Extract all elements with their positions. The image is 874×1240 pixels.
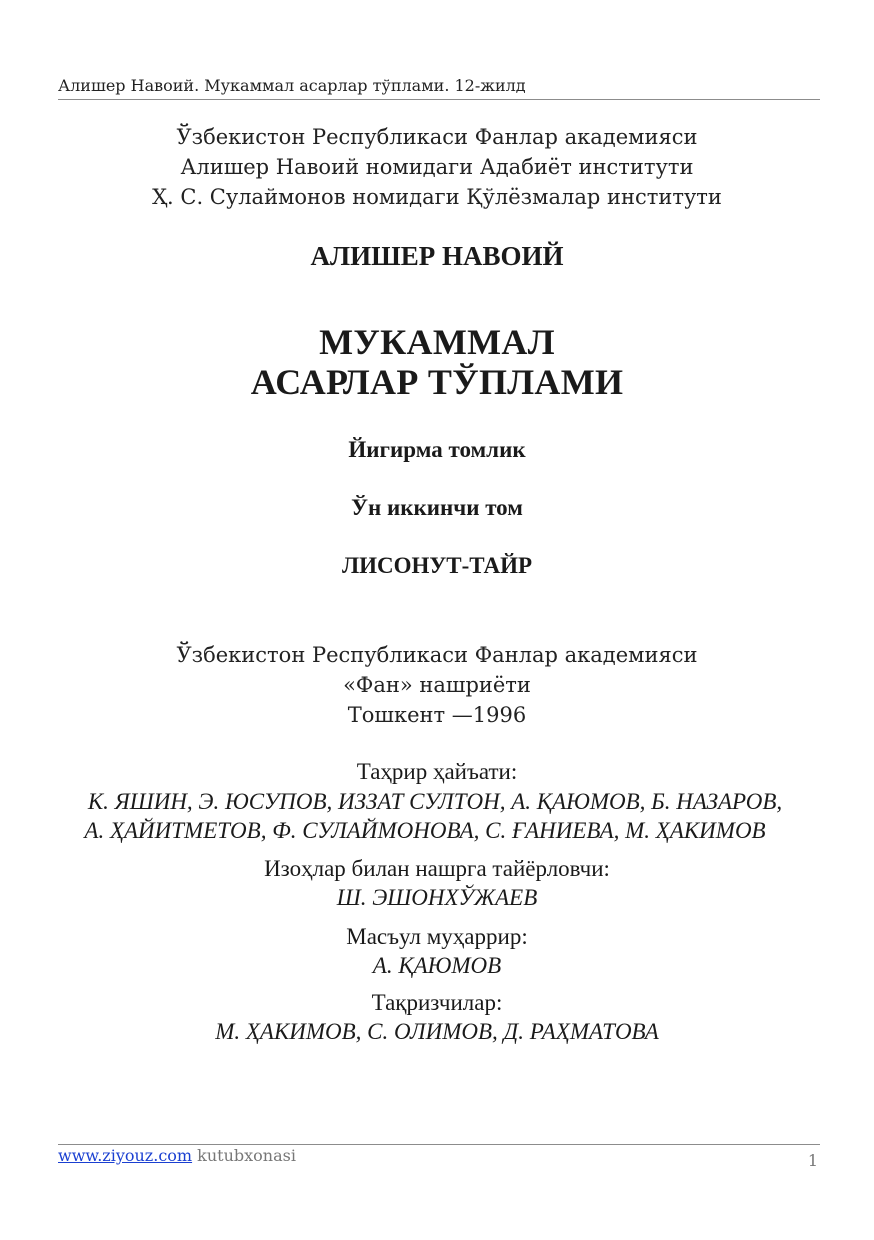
footer-divider (58, 1144, 820, 1145)
responsible-editor-label: Масъул муҳаррир: (346, 924, 528, 949)
institution-line: Ҳ. С. Сулаймонов номидаги Қўлёзмалар институти (152, 185, 722, 209)
publisher-line: Тошкент —1996 (347, 703, 527, 727)
footer-source (58, 1146, 296, 1165)
reviewers-label: Тақризчилар: (371, 990, 503, 1015)
publisher-line: Ўзбекистон Республикаси Фанлар академияси (176, 643, 698, 667)
volume-label: Ўн иккинчи том (351, 495, 523, 520)
editorial-board-names-line2: А. ҲАЙИТМЕТОВ, Ф. СУЛАЙМОНОВА, С. ҒАНИЕВА, М. ҲАКИМОВ (84, 818, 766, 843)
work-title: ЛИСОНУТ-ТАЙР (341, 553, 533, 578)
reviewers-names: М. ҲАКИМОВ, С. ОЛИМОВ, Д. РАҲМАТОВА (215, 1019, 659, 1044)
institution-line: Алишер Навоий номидаги Адабиёт институти (180, 155, 694, 179)
institution-line: Ўзбекистон Республикаси Фанлар академияси (176, 125, 698, 149)
editorial-board-label: Таҳрир ҳайъати: (356, 759, 518, 784)
editorial-board-names-line1: К. ЯШИН, Э. ЮСУПОВ, ИЗЗАТ СУЛТОН, А. ҚАЮМОВ, Б. НАЗАРОВ, (87, 789, 783, 814)
ziyouz-link[interactable]: www.ziyouz.com (58, 1146, 193, 1165)
book-title-line1: МУКАММАЛ (319, 322, 555, 362)
footer-suffix: kutubxonasi (197, 1146, 296, 1165)
publisher-line: «Фан» нашриёти (343, 673, 531, 697)
book-title (0, 322, 874, 402)
preparer-name: Ш. ЭШОНХЎЖАЕВ (336, 885, 538, 910)
running-header: Алишер Навоий. Мукаммал асарлар тўплами. 12-жилд (58, 76, 526, 95)
responsible-editor-name: А. ҚАЮМОВ (372, 953, 502, 978)
page-number: 1 (807, 1151, 818, 1170)
institutions-block (0, 122, 874, 212)
author-name: АЛИШЕР НАВОИЙ (310, 241, 564, 271)
book-title-line2: АСАРЛАР ТЎПЛАМИ (250, 362, 624, 402)
series-label: Йигирма томлик (348, 437, 526, 462)
preparer-label: Изоҳлар билан нашрга тайёрловчи: (264, 856, 610, 881)
header-divider (58, 99, 820, 100)
publisher-block (0, 640, 874, 730)
